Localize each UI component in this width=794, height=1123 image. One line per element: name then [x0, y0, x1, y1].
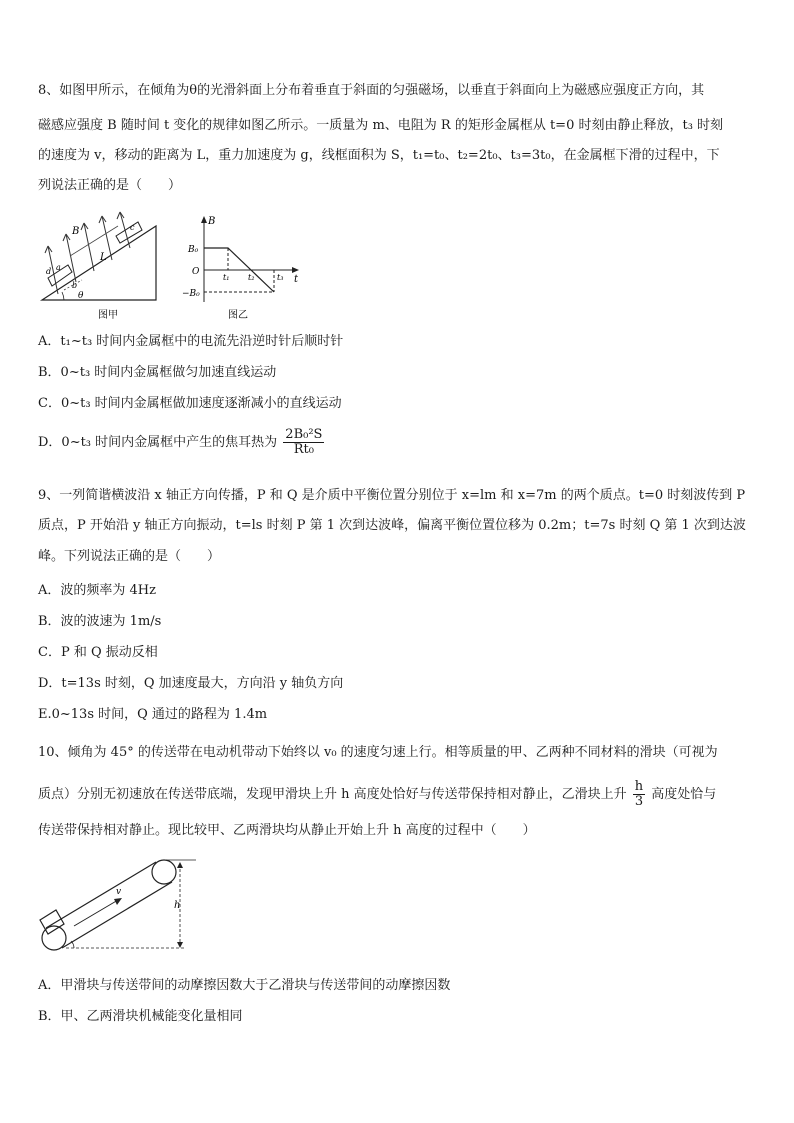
q8-fig-jia-label-d: d	[46, 267, 52, 276]
q8-figure-jia	[34, 208, 164, 328]
q10-stem-line-2-text: 质点）分别无初速放在传送带底端，发现甲滑块上升 h 高度处恰好与传送带保持相对静止，乙滑块上升	[38, 787, 627, 802]
q9-stem-line-2: 质点，P 开始沿 y 轴正方向振动，t=ls 时刻 P 第 1 次到达波峰，偏离平衡位置位移为 0.2m；t=7s 时刻 Q 第 1 次到达波	[38, 518, 746, 533]
q10-stem-fraction-numerator: h	[634, 779, 644, 794]
q9-stem-line-3: 峰。下列说法正确的是（ ）	[38, 549, 221, 564]
q8-option-d	[38, 428, 326, 457]
q9-option-a: A．波的频率为 4Hz	[38, 583, 156, 598]
q8-fig-jia-label-a: a	[56, 263, 61, 272]
q8-fig-jia-label-bpt: b	[72, 281, 78, 290]
q8-fig-yi-label-t1: t₁	[223, 273, 230, 282]
q8-fig-jia-label-l: L	[100, 252, 107, 263]
q8-option-d-numerator: 2B₀²S	[285, 427, 323, 442]
q9-stem-line-1: 9、一列简谐横波沿 x 轴正方向传播，P 和 Q 是介质中平衡位置分别位于 x=lm 和 x=7m 的两个质点。t=0 时刻波传到 P	[38, 488, 746, 503]
q8-figure-yi	[178, 212, 308, 328]
q8-stem-line-3: 的速度为 v，移动的距离为 L，重力加速度为 g，线框面积为 S，t₁=t₀、t₂=2t₀、t₃=3t₀，在金属框下滑的过程中，下	[38, 148, 720, 163]
q8-option-d-fraction	[283, 428, 324, 457]
q9-option-b: B．波的波速为 1m/s	[38, 614, 162, 629]
q8-option-b: B．0~t₃ 时间内金属框做匀加速直线运动	[38, 365, 277, 380]
q10-stem-line-2-tail: 高度处恰与	[651, 787, 717, 802]
q8-fig-yi-axis-b: B	[208, 216, 216, 227]
q10-option-a: A．甲滑块与传送带间的动摩擦因数大于乙滑块与传送带间的动摩擦因数	[38, 978, 451, 993]
q10-option-b: B．甲、乙两滑块机械能变化量相同	[38, 1009, 243, 1024]
q8-fig-jia-label-theta: θ	[78, 291, 84, 301]
q8-fig-yi-label-b0: B₀	[188, 245, 199, 255]
q8-fig-jia-label-b: B	[72, 226, 80, 237]
q8-fig-yi-label-t3: t₃	[277, 273, 284, 282]
q8-option-a: A．t₁~t₃ 时间内金属框中的电流先沿逆时针后顺时针	[38, 334, 344, 349]
q9-option-c: C．P 和 Q 振动反相	[38, 645, 158, 660]
q10-stem-line-2	[38, 780, 716, 809]
q8-fig-yi-label-o: O	[192, 267, 200, 277]
q8-fig-jia-caption: 图甲	[98, 310, 118, 321]
q8-option-c: C．0~t₃ 时间内金属框做加速度逐渐减小的直线运动	[38, 396, 342, 411]
q10-fig-label-v: v	[116, 887, 122, 897]
q10-stem-fraction	[633, 780, 645, 809]
q10-figure-conveyor	[34, 850, 204, 960]
q8-fig-yi-label-t2: t₂	[248, 273, 255, 282]
q8-stem-line-1: 8、如图甲所示，在倾角为θ的光滑斜面上分布着垂直于斜面的匀强磁场，以垂直于斜面向上为磁感应强度正方向，其	[38, 83, 705, 98]
q8-option-d-text: D．0~t₃ 时间内金属框中产生的焦耳热为	[38, 435, 278, 450]
q8-stem-line-2: 磁感应强度 B 随时间 t 变化的规律如图乙所示。一质量为 m、电阻为 R 的矩形金属框从 t=0 时刻由静止释放，t₃ 时刻	[38, 118, 724, 133]
q9-option-e: E.0~13s 时间，Q 通过的路程为 1.4m	[38, 707, 268, 722]
q8-fig-yi-axis-t: t	[294, 274, 299, 285]
q8-option-d-denominator: Rt₀	[293, 442, 314, 457]
q10-fig-label-h: h	[174, 900, 181, 911]
q8-fig-jia-label-c: c	[130, 223, 135, 232]
q8-fig-yi-caption: 图乙	[228, 310, 248, 321]
q8-fig-yi-label-neg-b0: −B₀	[182, 289, 200, 299]
q10-stem-line-1: 10、倾角为 45° 的传送带在电动机带动下始终以 v₀ 的速度匀速上行。相等质量的甲、乙两种不同材料的滑块（可视为	[38, 745, 718, 760]
q10-stem-fraction-denominator: 3	[634, 794, 644, 809]
q8-stem-line-4: 列说法正确的是（ ）	[38, 178, 182, 193]
q10-stem-line-3: 传送带保持相对静止。现比较甲、乙两滑块均从静止开始上升 h 高度的过程中（ ）	[38, 823, 536, 838]
q9-option-d: D．t=13s 时刻，Q 加速度最大，方向沿 y 轴负方向	[38, 676, 344, 691]
